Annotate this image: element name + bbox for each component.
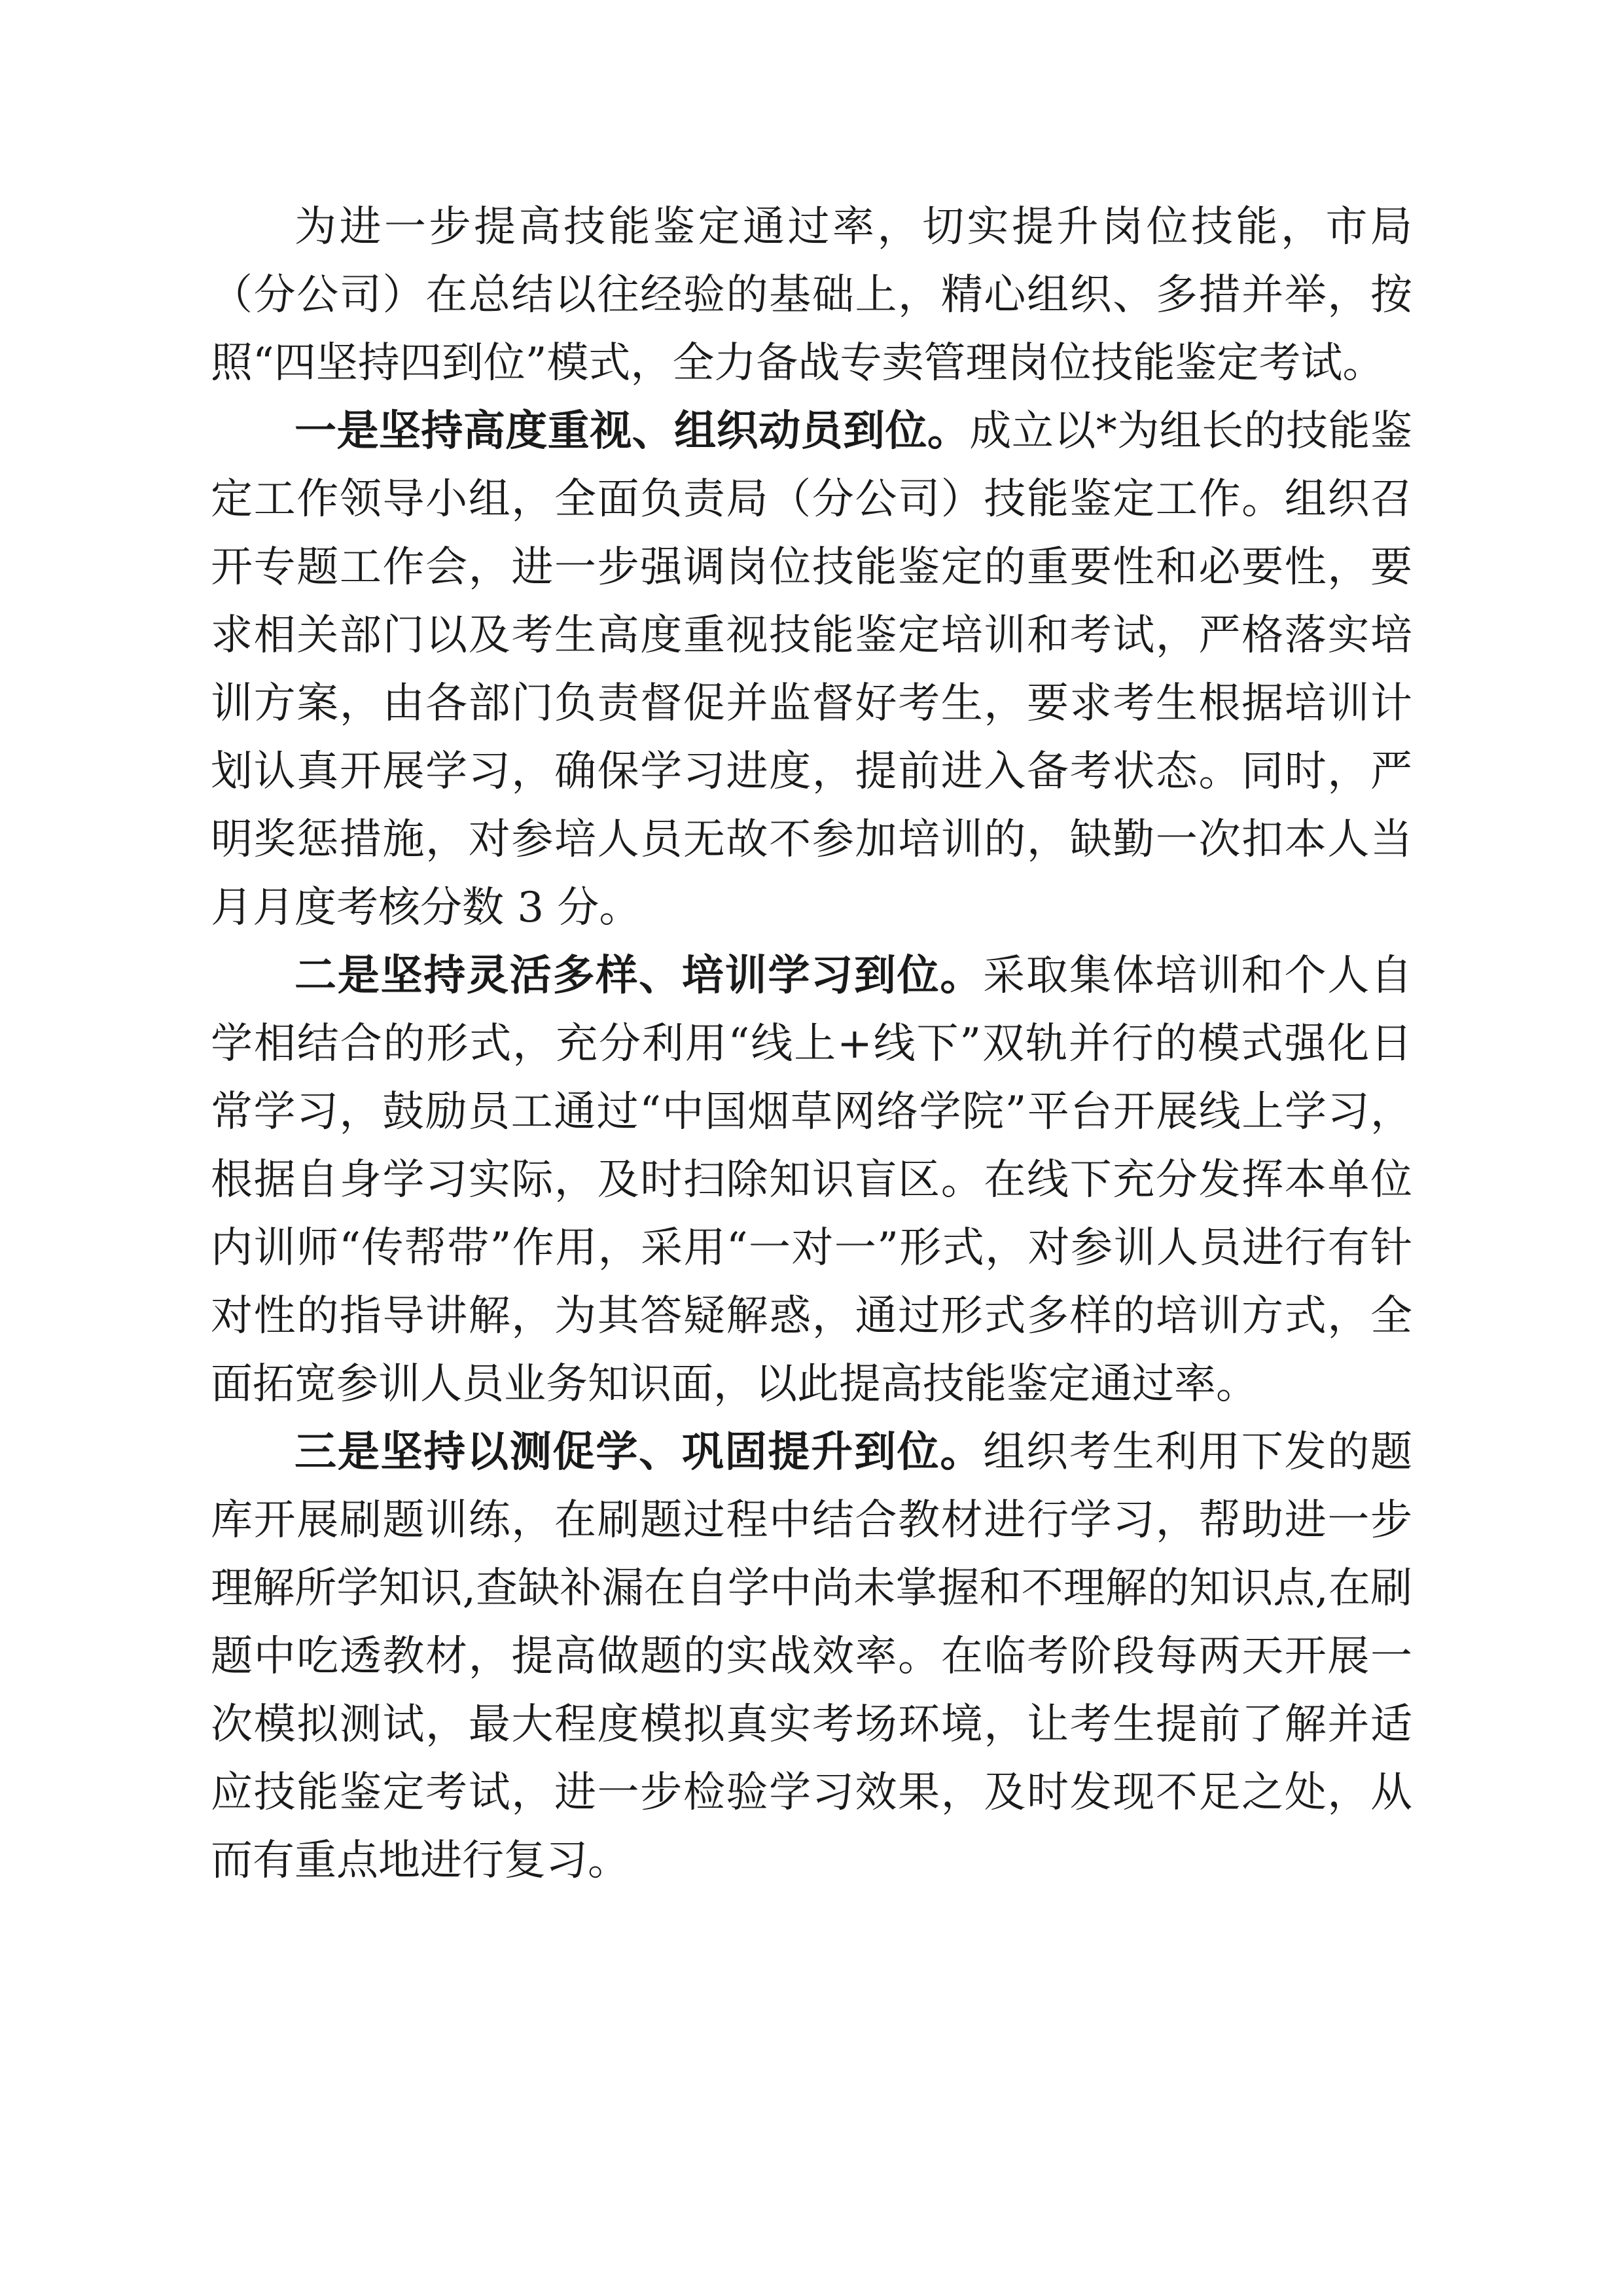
paragraph-lead: 一是坚持高度重视、组织动员到位。 (294, 406, 970, 456)
paragraph-text: 组织考生利用下发的题库开展刷题训练，在刷题过程中结合教材进行学习，帮助进一步理解所学知识,查缺补漏在自学中尚未掌握和不理解的知识点,在刷题中吃透教材，提高做题的实战效率。在临考阶段每两天开展一次模拟测试，最大程度模拟真实考场环境，让考生提前了解并适应技能鉴定考试，进一步检验学习效果，及时发现不足之处，从而有重点地进行复习。 (211, 1428, 1413, 1885)
document-body (211, 193, 1412, 1895)
point-three-paragraph (211, 1418, 1412, 1895)
paragraph-text: 采取集体培训和个人自学相结合的形式，充分利用“线上+线下”双轨并行的模式强化日常学习，鼓励员工通过“中国烟草网络学院”平台开展线上学习，根据自身学习实际，及时扫除知识盲区。在线下充分发挥本单位内训师“传帮带”作用，采用“一对一”形式，对参训人员进行有针对性的指导讲解，为其答疑解惑，通过形式多样的培训方式，全面拓宽参训人员业务知识面，以此提高技能鉴定通过率。 (211, 952, 1413, 1408)
paragraph-text: 为进一步提高技能鉴定通过率，切实提升岗位技能，市局（分公司）在总结以往经验的基础上，精心组织、多措并举，按照“四坚持四到位”模式，全力备战专卖管理岗位技能鉴定考试。 (211, 203, 1412, 387)
paragraph-lead: 三是坚持以测促学、巩固提升到位。 (294, 1427, 984, 1477)
paragraph-lead: 二是坚持灵活多样、培训学习到位。 (294, 951, 984, 1000)
paragraph-text: 成立以*为组长的技能鉴定工作领导小组，全面负责局（分公司）技能鉴定工作。组织召开专题工作会，进一步强调岗位技能鉴定的重要性和必要性，要求相关部门以及考生高度重视技能鉴定培训和考试，严格落实培训方案，由各部门负责督促并监督好考生，要求考生根据培训计划认真开展学习，确保学习进度，提前进入备考状态。同时，严明奖惩措施，对参培人员无故不参加培训的，缺勤一次扣本人当月月度考核分数 3 分。 (211, 407, 1413, 932)
intro-paragraph (211, 193, 1412, 397)
point-one-paragraph (211, 397, 1412, 942)
point-two-paragraph (211, 942, 1412, 1418)
